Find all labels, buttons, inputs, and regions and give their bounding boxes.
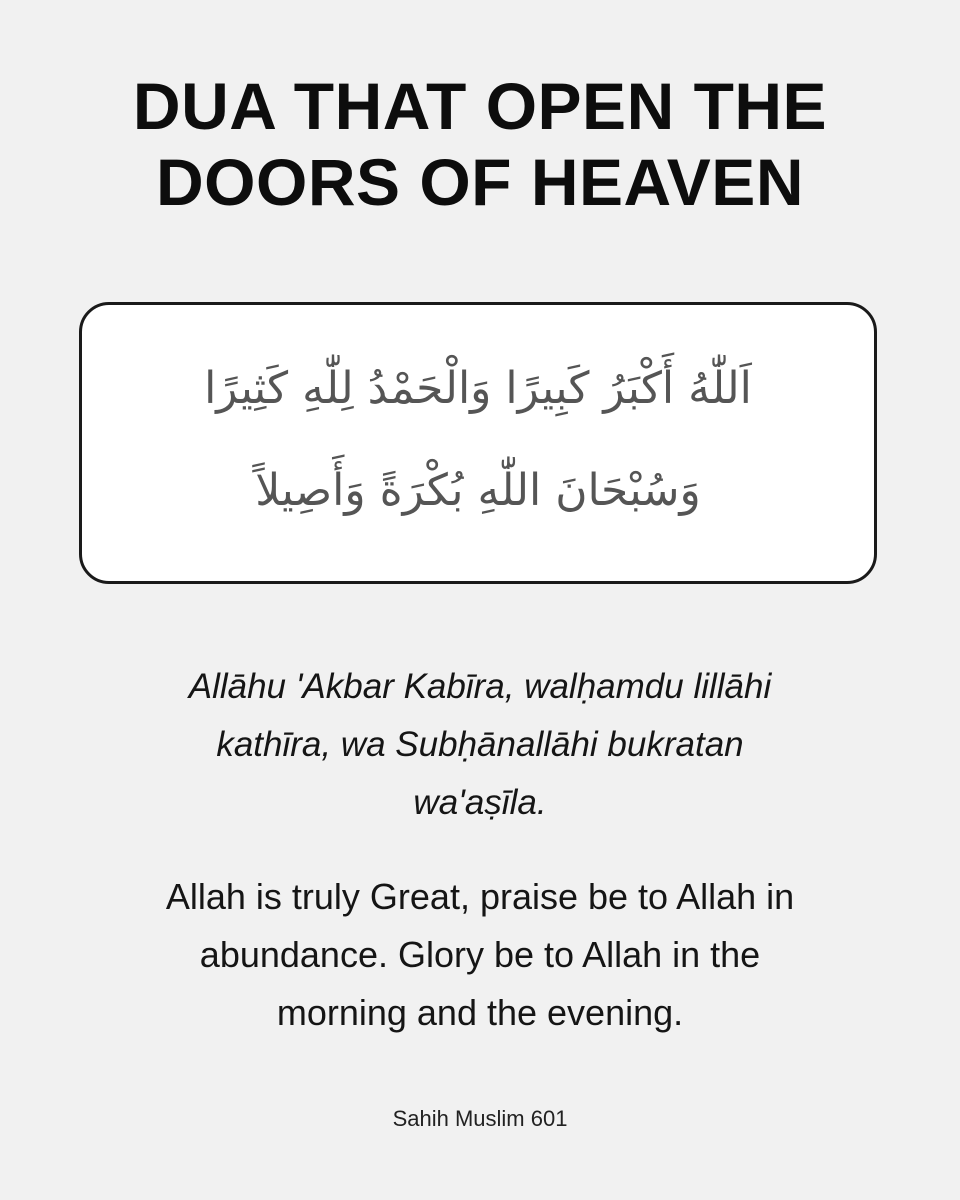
source-reference: Sahih Muslim 601 — [392, 1106, 568, 1131]
title-line-2: DOORS OF HEAVEN — [155, 145, 804, 219]
transliteration-line-2: kathīra, wa Subḥānallāhi bukratan — [216, 725, 744, 764]
title-line-1: DUA THAT OPEN THE — [132, 69, 828, 143]
transliteration-line-1: Allāhu 'Akbar Kabīra, walḥamdu lillāhi — [188, 667, 772, 706]
transliteration — [0, 658, 960, 832]
translation-line-1: Allah is truly Great, praise be to Allah in — [165, 876, 795, 917]
translation — [0, 868, 960, 1042]
arabic-dua-box — [79, 302, 877, 584]
page-title — [0, 68, 960, 220]
transliteration-line-3: wa'aṣīla. — [413, 783, 547, 822]
translation-line-2: abundance. Glory be to Allah in the — [199, 934, 761, 975]
arabic-line-2: وَسُبْحَانَ اللّٰهِ بُكْرَةً وَأَصِيلاً — [255, 465, 701, 516]
translation-line-3: morning and the evening. — [276, 992, 684, 1033]
arabic-line-1: اَللّٰهُ أَكْبَرُ كَبِيرًا وَالْحَمْدُ لِلّٰهِ كَثِيرًا — [204, 363, 752, 414]
